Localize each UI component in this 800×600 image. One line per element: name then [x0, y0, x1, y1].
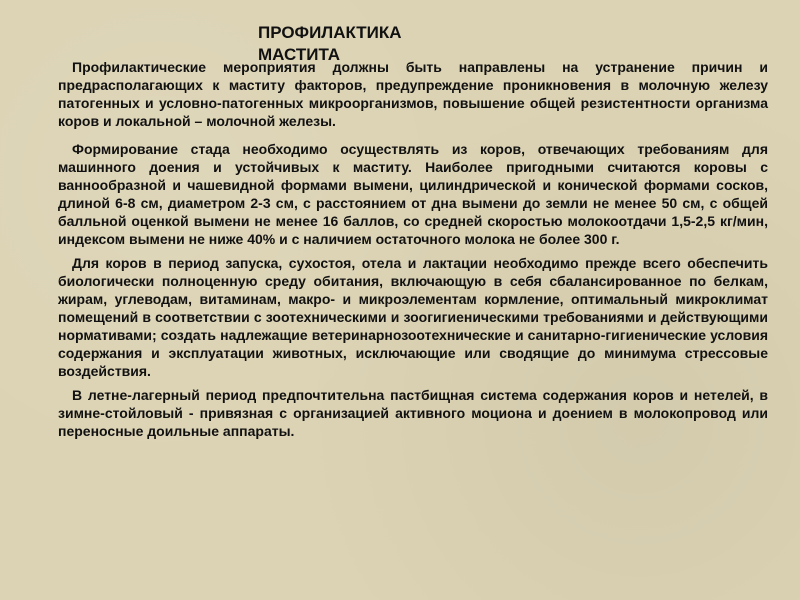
paragraph-herd-formation: Формирование стада необходимо осуществлять из коров, отвечающих требованиям для машинного доения и устойчивых к маститу. Наиболее пригодными считаются коровы с ваннообразной и чашевидной формами вымени, цилиндрической и конической формами сосков, длиной 6-8 см, диаметром 2-3 см, с расстоянием от дна вымени до земли не менее 50 см, с общей балльной оценкой вымени не менее 16 баллов, со средней скоростью молокоотдачи 1,5-2,5 кг/мин, индексом вымени не ниже 40% и с наличием остаточного молока не более 300 г. — [58, 141, 768, 247]
paragraph-seasonal-housing: В летне-лагерный период предпочтительна пастбищная система содержания коров и нетелей, в зимне-стойловый - привязная с организацией активного моциона и доением в молокопровод или переносные доильные аппараты. — [58, 387, 768, 439]
paragraph-prevention-measures: Профилактические мероприятия должны быть направлены на устранение причин и предрасполагающих к маститу факторов, предупреждение проникновения в молочную железу патогенных и условно-патогенных микроорганизмов, повышение общей резистентности организма коров и локальной – молочной железы. — [58, 59, 768, 129]
slide-body — [58, 58, 768, 440]
paragraph-cow-environment: Для коров в период запуска, сухостоя, отела и лактации необходимо прежде всего обеспечить биологически полноценную среду обитания, включающую в себя сбалансированное по белкам, жирам, углеводам, витаминам, макро- и микроэлементам кормление, оптимальный микроклимат помещений в соответствии с зоотехническими и зоогигиеническими требованиями и действующими нормативами; создать надлежащие ветеринарнозоотехнические и санитарно-гигиенические условия содержания и эксплуатации животных, исключающие или сводящие до минимума стрессовые воздействия. — [58, 255, 768, 379]
slide-title: ПРОФИЛАКТИКА МАСТИТА — [258, 23, 402, 64]
